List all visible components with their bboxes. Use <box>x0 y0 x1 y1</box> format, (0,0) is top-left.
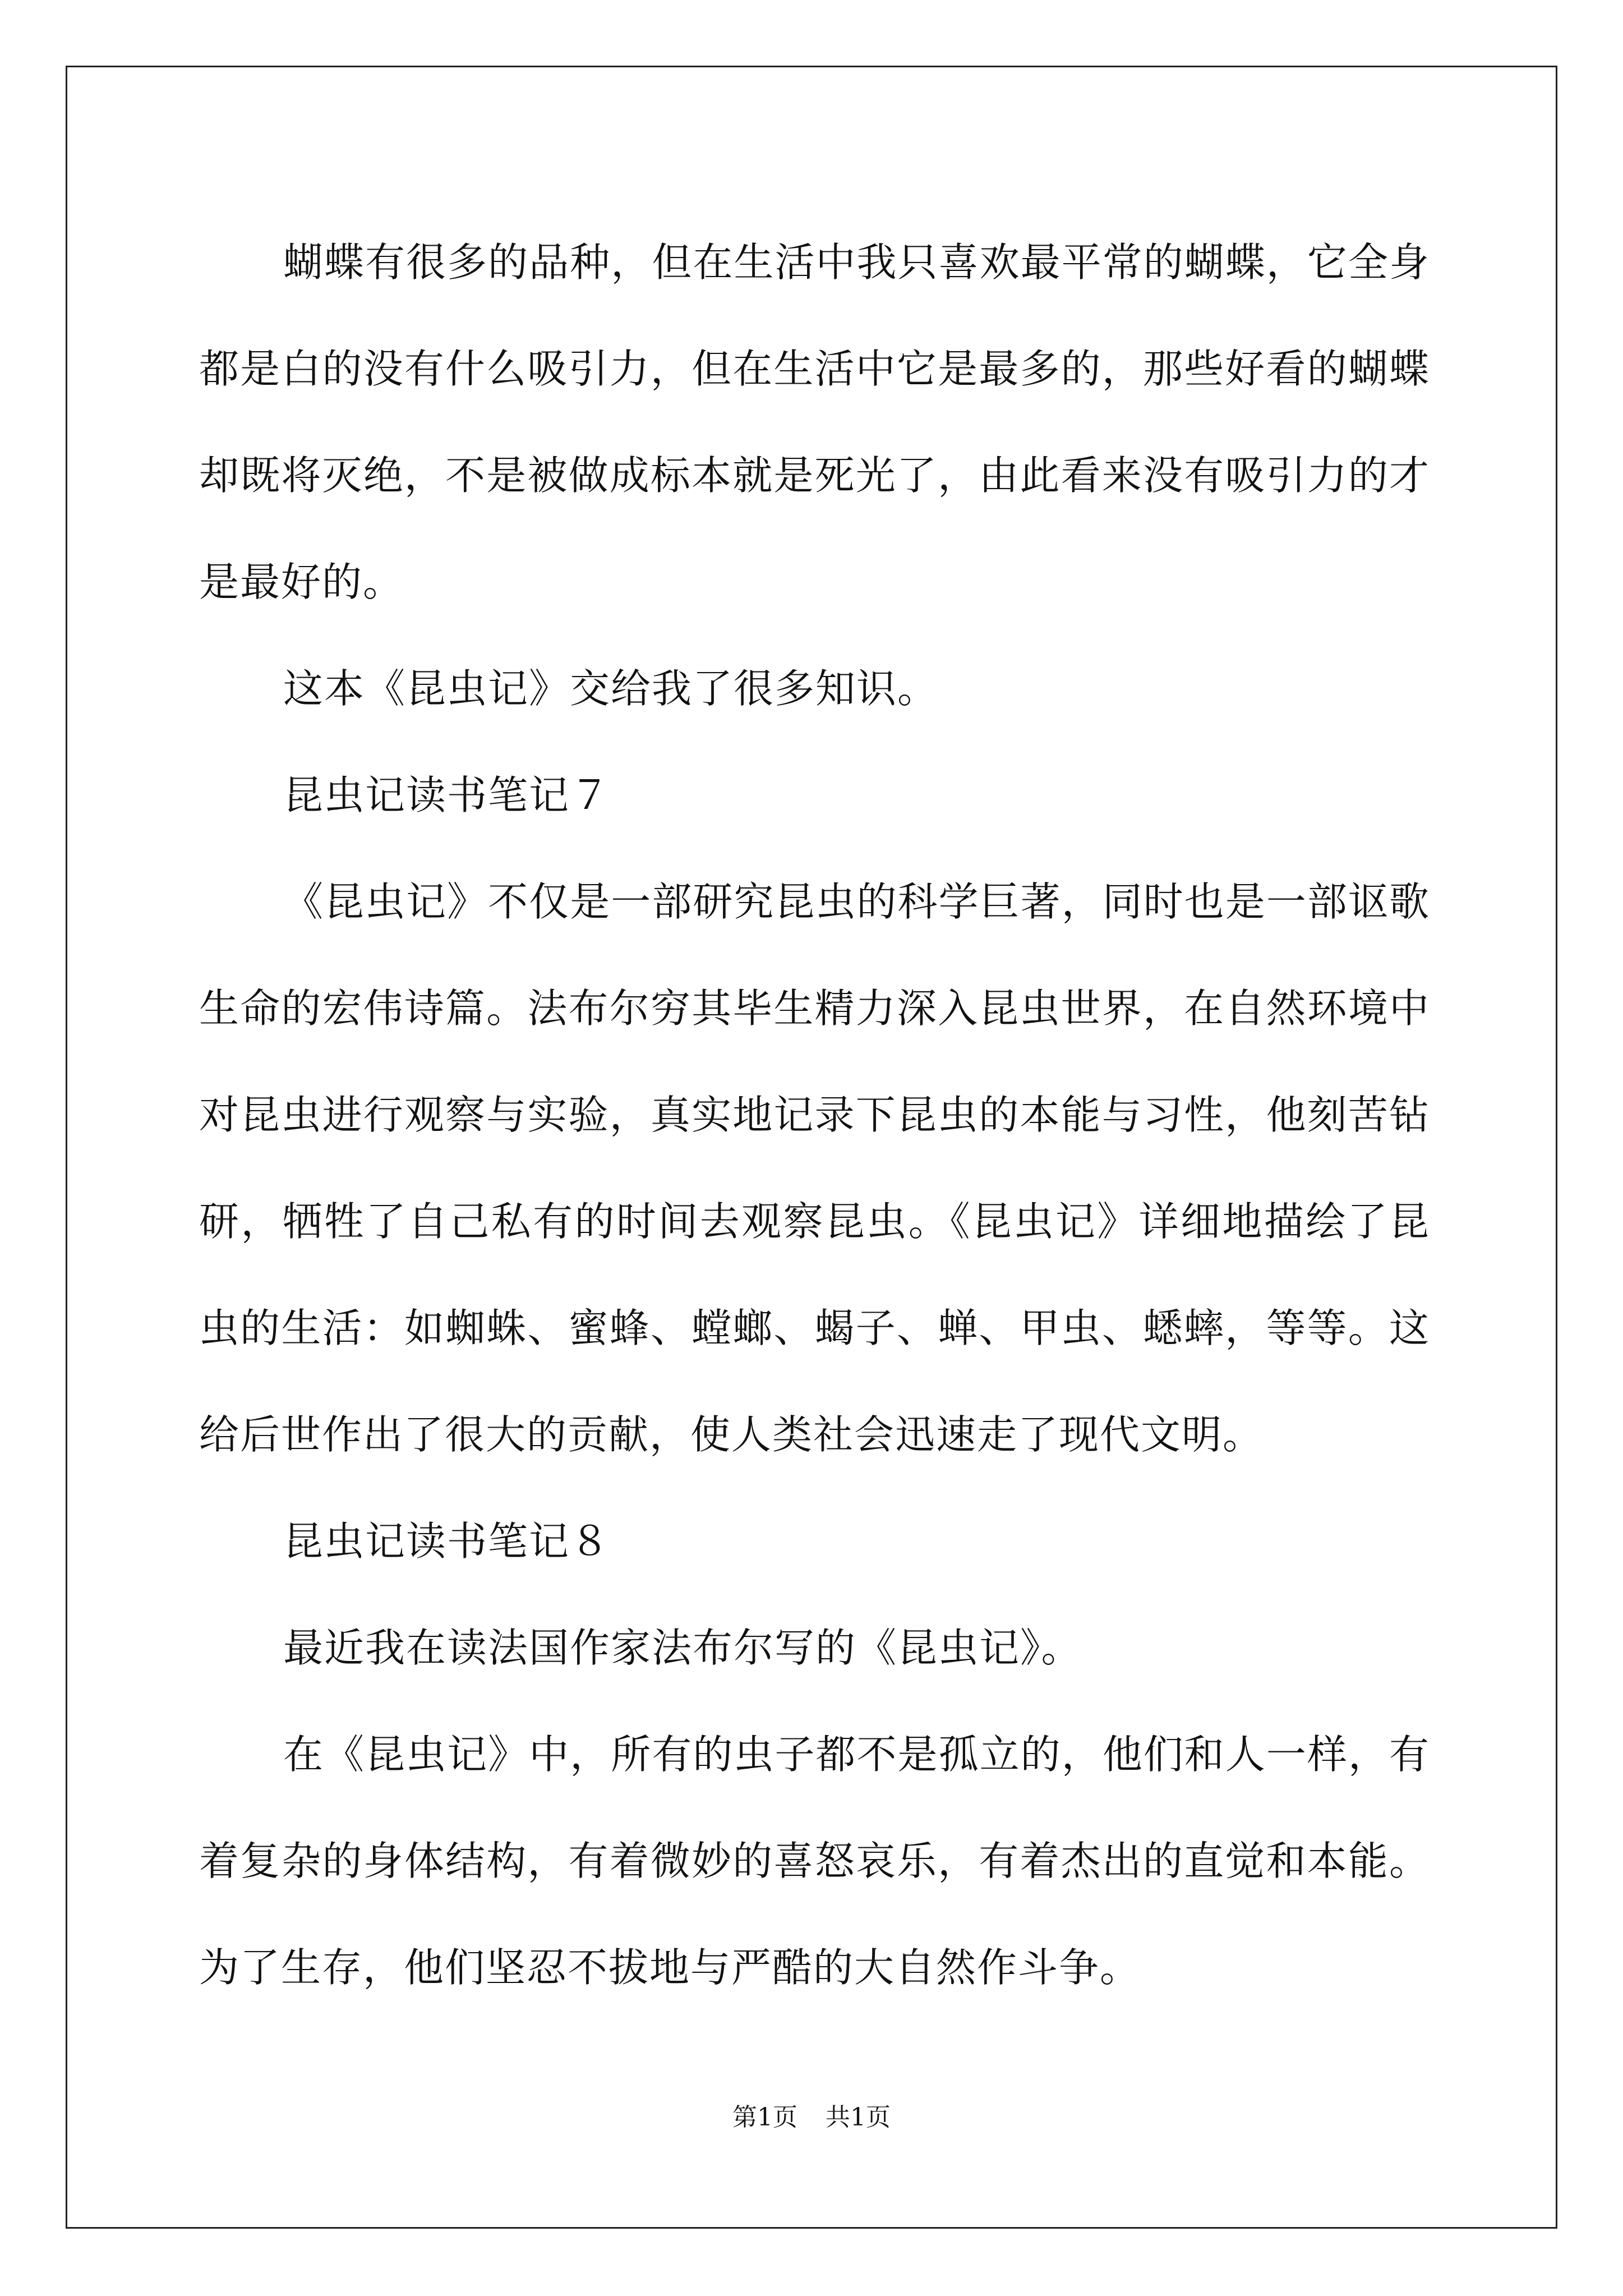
page-total: 共1页 <box>826 2103 891 2132</box>
paragraph-insects-not-isolated: 在《昆虫记》中，所有的虫子都不是孤立的，他们和人一样，有着复杂的身体结构，有着微妙的喜怒哀乐，有着杰出的直觉和本能。为了生存，他们坚忍不拔地与严酷的大自然作斗争。 <box>199 1731 1430 1991</box>
page-number: 第1页 <box>732 2103 797 2132</box>
paragraph-reading: 最近我在读法国作家法布尔写的《昆虫记》。 <box>283 1625 1082 1671</box>
paragraph-butterfly: 蝴蝶有很多的品种，但在生活中我只喜欢最平常的蝴蝶，它全身都是白的没有什么吸引力，但在生活中它是最多的，那些好看的蝴蝶却既将灭绝，不是被做成标本就是死光了，由此看来没有吸引力的才是最好的。 <box>199 239 1430 605</box>
document-body <box>199 209 1430 2021</box>
paragraph-insect-record: 《昆虫记》不仅是一部研究昆虫的科学巨著，同时也是一部讴歌生命的宏伟诗篇。法布尔穷其毕生精力深入昆虫世界，在自然环境中对昆虫进行观察与实验，真实地记录下昆虫的本能与习性，他刻苦钻研，牺牲了自己私有的时间去观察昆虫。《昆虫记》详细地描绘了昆虫的生活：如蜘蛛、蜜蜂、螳螂、蝎子、蝉、甲虫、蟋蟀，等等。这给后世作出了很大的贡献，使人类社会迅速走了现代文明。 <box>199 878 1430 1458</box>
section-heading-7: 昆虫记读书笔记７ <box>283 772 611 818</box>
section-heading-8: 昆虫记读书笔记８ <box>283 1518 611 1565</box>
paragraph-knowledge: 这本《昆虫记》交给我了很多知识。 <box>283 665 939 712</box>
page-footer <box>0 2101 1623 2134</box>
